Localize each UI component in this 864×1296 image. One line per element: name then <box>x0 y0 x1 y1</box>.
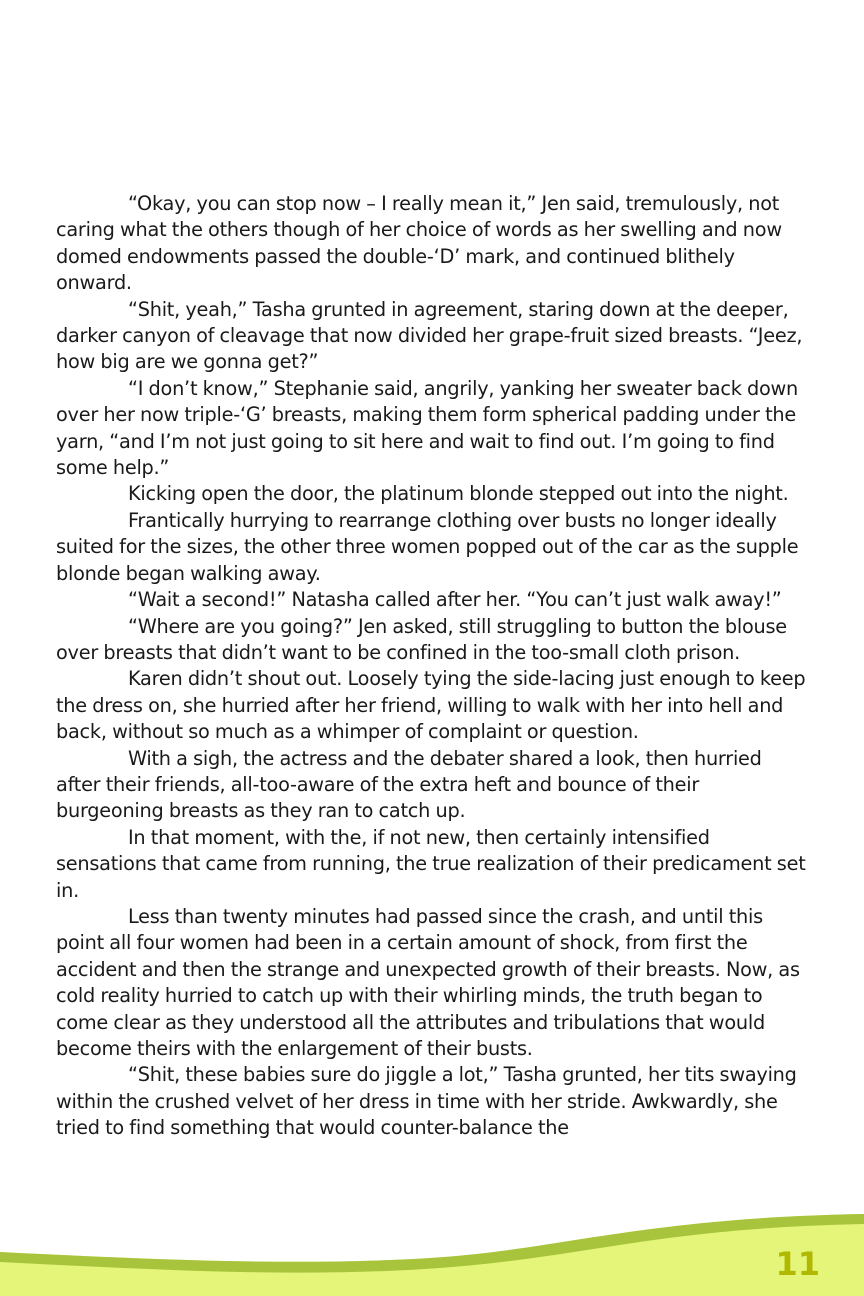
page-number: 11 <box>775 1245 820 1283</box>
paragraph-6: “Wait a second!” Natasha called after her. “You can’t just walk away!” <box>128 588 782 612</box>
paragraph-3: “I don’t know,” Stephanie said, angrily, yanking her sweater back down over her now triple-‘G’ breasts, making them form spherical padding under the yarn, “and I’m not just going to sit here and wait to find out. I’m going to find some help.” <box>56 376 799 480</box>
paragraph-11: Less than twenty minutes had passed since the crash, and until this point all four women had been in a certain amount of shock, from first the accident and then the strange and unexpected growth of their breasts. Now, as cold reality hurried to catch up with their whirling minds, the truth began to come clear as they understood all the attributes and tribulations that would become theirs with the enlargement of their busts. <box>56 904 800 1060</box>
footer-wave-decoration <box>0 1200 864 1296</box>
paragraph-5: Frantically hurrying to rearrange clothing over busts no longer ideally suited for the sizes, the other three women popped out of the car as the supple blonde began walking away. <box>56 508 799 585</box>
body-text <box>56 191 808 1142</box>
paragraph-8: Karen didn’t shout out. Loosely tying the side-lacing just enough to keep the dress on, she hurried after her friend, willing to walk with her into hell and back, without so much as a whimper of complaint or question. <box>56 667 806 744</box>
paragraph-1: “Okay, you can stop now – I really mean it,” Jen said, tremulously, not caring what the others though of her choice of words as her swelling and now domed endowments passed the double-‘D’ mark, and continued blithely onward. <box>56 192 782 295</box>
paragraph-12: “Shit, these babies sure do jiggle a lot,” Tasha grunted, her tits swaying within the crushed velvet of her dress in time with her stride. Awkwardly, she tried to find something that would counter-balance the <box>56 1063 797 1140</box>
paragraph-10: In that moment, with the, if not new, then certainly intensified sensations that came from running, the true realization of their predicament set in. <box>56 825 806 902</box>
paragraph-4: Kicking open the door, the platinum blonde stepped out into the night. <box>128 482 789 506</box>
paragraph-7: “Where are you going?” Jen asked, still struggling to button the blouse over breasts that didn’t want to be confined in the too-small cloth prison. <box>56 614 787 664</box>
paragraph-9: With a sigh, the actress and the debater shared a look, then hurried after their friends, all-too-aware of the extra heft and bounce of their burgeoning breasts as they ran to catch up. <box>56 746 762 823</box>
paragraph-2: “Shit, yeah,” Tasha grunted in agreement, staring down at the deeper, darker canyon of cleavage that now divided her grape-fruit sized breasts. “Jeez, how big are we gonna get?” <box>56 297 803 374</box>
